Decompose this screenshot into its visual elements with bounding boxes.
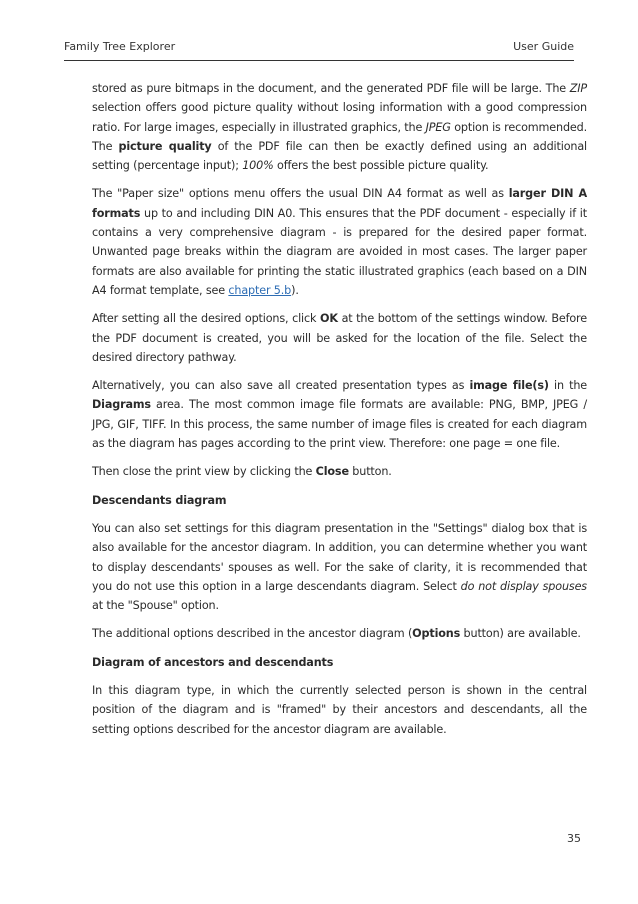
text-run: at the "Spouse" option.: [92, 599, 219, 613]
text-run: The "Paper size" options menu offers the usual DIN A4 format as well as: [92, 187, 509, 201]
header-document-title: Family Tree Explorer: [64, 40, 176, 53]
text-run: After setting all the desired options, click: [92, 312, 321, 326]
text-run: Alternatively, you can also save all created presentation types as: [92, 379, 470, 393]
paragraph-descendants-settings: [92, 519, 587, 615]
text-run: The additional options described in the ancestor diagram (: [92, 627, 413, 641]
text-strong: larger DIN A formats: [92, 187, 587, 220]
text-run: of the PDF file can then be exactly defined using an additional setting (percentage input);: [92, 139, 587, 173]
text-emphasis: ZIP: [569, 82, 587, 95]
text-strong: Diagrams: [92, 398, 151, 412]
text-strong: OK: [320, 312, 338, 326]
paragraph-close-print-view: [92, 462, 587, 481]
paragraph-pdf-compression: [92, 79, 587, 175]
text-run: ).: [291, 283, 299, 297]
paragraph-confirm-settings: [92, 309, 587, 367]
paragraph-image-files: [92, 376, 587, 453]
text-strong: image file(s): [469, 379, 549, 393]
text-run: option is recommended. The: [92, 120, 587, 153]
text-run: area. The most common image file formats are available: PNG, BMP, JPEG / JPG, GIF, TIFF. In this process, the same number of image files is created for each diagram as the diagram has pages according to the print view. Therefore: one page = one file.: [92, 398, 587, 451]
chapter-link[interactable]: chapter 5.b: [228, 283, 292, 297]
text-run: in the: [548, 379, 588, 393]
text-run: Then close the print view by clicking the: [92, 465, 316, 479]
text-emphasis: 100%: [242, 159, 274, 173]
header-section-title: User Guide: [513, 40, 574, 53]
text-run: button) are available.: [460, 627, 581, 641]
paragraph-paper-size: [92, 184, 587, 300]
text-run: You can also set settings for this diagram presentation in the "Settings" dialog box that is also available for the ancestor diagram. In addition, you can determine whether you want to display descendants' spouses as well. For the sake of clarity, it is recommended that you do not use this option in a large descendants diagram. Select: [92, 521, 587, 593]
text-emphasis: JPEG: [425, 120, 451, 134]
section-heading-descendants: Descendants diagram: [92, 493, 227, 507]
page-number: 35: [567, 832, 581, 845]
page-header: [64, 36, 574, 61]
text-emphasis: do not display spouses: [460, 579, 587, 593]
section-heading-ancestors-descendants: Diagram of ancestors and descendants: [92, 655, 334, 669]
text-run: up to and including DIN A0. This ensures that the PDF document - especially if it contains a very comprehensive diagram - is prepared for the desired paper format. Unwanted page breaks within the diagram are avoided in most cases. The larger paper formats are also available for printing the static illustrated graphics (each based on a DIN A4 format template, see: [92, 206, 587, 297]
text-strong: picture quality: [118, 139, 212, 153]
text-run: selection offers good picture quality without losing information with a good compression ratio. For large images, especially in illustrated graphics, the: [92, 101, 587, 134]
text-run: stored as pure bitmaps in the document, and the generated PDF file will be large. The: [92, 82, 570, 95]
text-run: offers the best possible picture quality.: [273, 159, 489, 173]
page-body: [92, 79, 587, 748]
text-run: button.: [348, 465, 392, 479]
text-run: at the bottom of the settings window. Before the PDF document is created, you will be asked for the location of the file. Select the desired directory pathway.: [92, 312, 587, 364]
paragraph-ancestors-descendants: In this diagram type, in which the currently selected person is shown in the central position of the diagram and is "framed" by their ancestors and descendants, all the setting options described for the ancestor diagram are available.: [92, 684, 587, 736]
text-strong: Close: [315, 465, 349, 479]
paragraph-additional-options: [92, 624, 587, 643]
text-strong: Options: [412, 627, 461, 641]
